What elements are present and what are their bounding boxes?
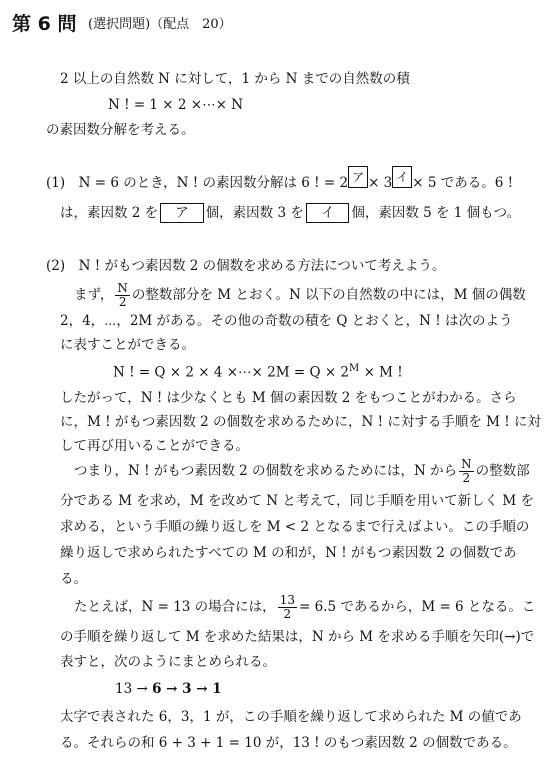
q2-p1-line-3: に表すことができる。 — [60, 337, 195, 353]
fraction-n-over-2 — [115, 282, 130, 309]
answer-box-a-exponent[interactable]: ア — [348, 166, 368, 188]
q2-p3-line-2: 分である M を求め，M を改めて N と考えて，同じ手順を用いて新しく M を — [60, 493, 535, 509]
formula-exponent: M — [349, 363, 360, 374]
q2-p5-line-1: 太字で表された 6，3，1 が，この手順を繰り返して求められた M の値であ — [60, 709, 522, 725]
answer-box-a[interactable]: ア — [160, 203, 204, 223]
q2-p3-line-4: 繰り返しで求められたすべての M の和が，N ! がもつ素因数 2 の個数であ — [60, 545, 517, 561]
q2-p2-line-3: して再び用いることができる。 — [60, 438, 249, 454]
intro-formula: N ! = 1 × 2 ×⋯× N — [108, 97, 244, 113]
q2-p3-line-5: る。 — [60, 571, 87, 587]
problem-title: 第 6 問 — [12, 13, 77, 35]
q1-text-d: は，素因数 2 を — [60, 205, 159, 221]
intro-line-1: 2 以上の自然数 N に対して，1 から N までの自然数の積 — [60, 71, 410, 87]
q1-line-2 — [60, 203, 520, 223]
q2-heading: (2) N ! がもつ素因数 2 の個数を求める方法について考えよう。 — [46, 258, 446, 274]
q2-p4-line-2: の手順を繰り返して M を求めた結果は，N から M を求める手順を矢印(→)で — [60, 629, 535, 645]
fraction-numerator: 13 — [279, 593, 295, 607]
q2-p3-text-a: つまり，N ! がもつ素因数 2 の個数を求めるためには，N から — [74, 463, 458, 479]
chain-bold: 6 → 3 → 1 — [152, 681, 222, 697]
intro-line-2: の素因数分解を考える。 — [46, 122, 195, 138]
fraction-denominator: 2 — [118, 295, 127, 309]
answer-box-i[interactable]: イ — [306, 203, 350, 223]
formula-text-b: × M ! — [359, 364, 403, 381]
q2-p1-line-1 — [74, 282, 526, 309]
fraction-numerator: N — [461, 457, 472, 471]
q2-p3-line-1 — [74, 458, 530, 485]
q1-text-e: 個，素因数 3 を — [205, 205, 304, 221]
fraction-denominator: 2 — [462, 471, 471, 485]
q2-p3-text-b: の整数部 — [475, 463, 530, 479]
q2-p5-line-2: る。それらの和 6 + 3 + 1 = 10 が，13 ! のもつ素因数 2 の個数である。 — [60, 735, 517, 751]
q2-p2-line-1: したがって，N ! は少なくとも M 個の素因数 2 をもつことがわかる。さら — [60, 390, 517, 406]
q2-formula — [113, 360, 403, 382]
q2-p4-text-b: = 6.5 であるから，M = 6 となる。こ — [298, 599, 536, 615]
q1-text-c: × 5 である。6 ! — [412, 175, 514, 191]
chain-sequence — [115, 680, 222, 698]
q2-p1-text-a: まず， — [74, 287, 114, 303]
fraction-n-over-2-second — [459, 458, 474, 485]
q2-p1-text-b: の整数部分を M とおく。N 以下の自然数の中には，M 個の偶数 — [131, 287, 526, 303]
q2-p1-line-2: 2，4，⋯，2M がある。その他の奇数の積を Q とおくと，N ! は次のよう — [60, 313, 513, 329]
chain-start: 13 → — [115, 681, 153, 697]
q1-line-1 — [46, 170, 514, 196]
q2-p3-line-3: 求める，という手順の繰り返しを M < 2 となるまで行えばよい。この手順の — [60, 519, 530, 535]
q2-p4-line-3: 表すと，次のようにまとめられる。 — [60, 654, 276, 670]
answer-box-i-exponent[interactable]: イ — [392, 166, 412, 188]
q1-text-f: 個，素因数 5 を 1 個もつ。 — [351, 205, 521, 221]
q2-p4-text-a: たとえば，N = 13 の場合には， — [74, 599, 276, 615]
fraction-denominator: 2 — [283, 607, 292, 621]
fraction-13-over-2 — [278, 594, 297, 621]
q2-p2-line-2: に，M ! がもつ素因数 2 の個数を求めるために，N ! に対する手順を M ! に対 — [60, 414, 541, 430]
q1-text-b: × 3 — [368, 175, 393, 191]
fraction-numerator: N — [117, 281, 128, 295]
formula-text-a: N ! = Q × 2 × 4 ×⋯× 2M = Q × 2 — [113, 364, 350, 381]
q2-p4-line-1 — [74, 594, 535, 621]
q1-text-a: (1) N = 6 のとき，N ! の素因数分解は 6 ! = 2 — [46, 175, 349, 191]
problem-subtitle: (選択問題)（配点 20） — [88, 17, 232, 32]
